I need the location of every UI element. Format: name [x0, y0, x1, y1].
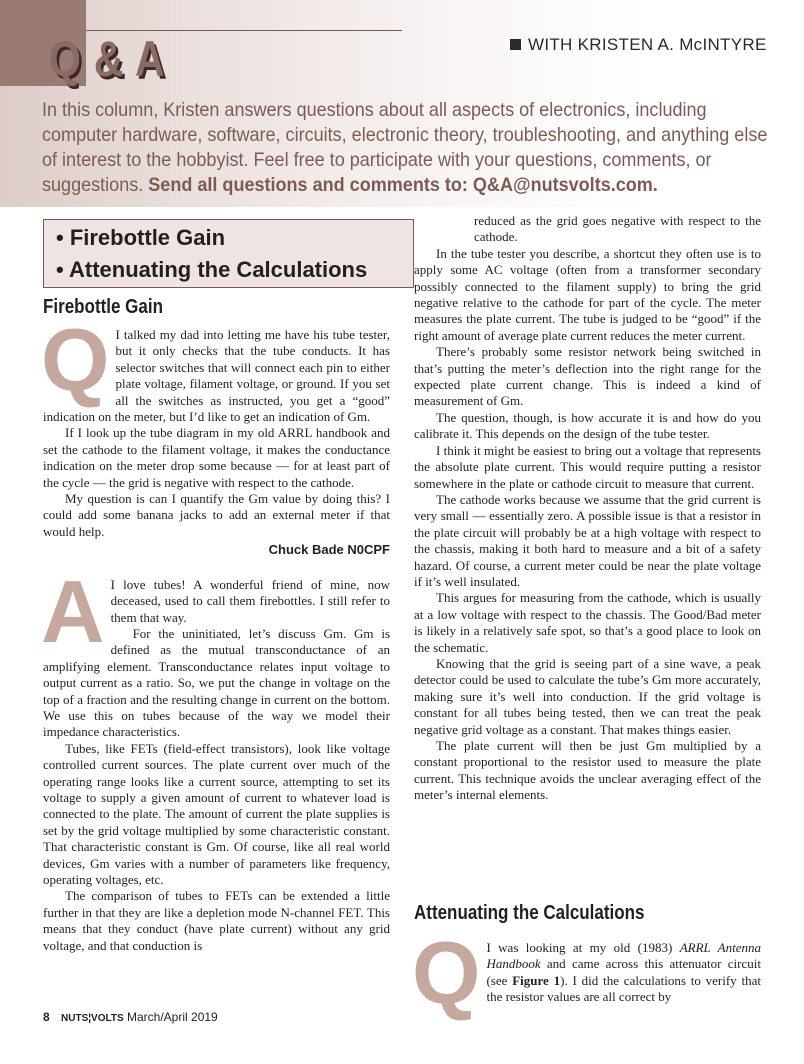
question-paragraph: If I look up the tube diagram in my old ARRL handbook and set the cathode to the filament voltage, it makes the conductance indication on the meter drop some because — for at least part of the cycle — the grid is negative with respect to the cathode. — [43, 425, 390, 490]
question-paragraph: My question is can I quantify the Gm value by doing this? I could add some banana jacks to add an external meter if that would help. — [43, 491, 390, 539]
body-paragraph: The plate current will then be just Gm multiplied by a constant proportional to the resistor used to measure the plate current. This technique avoids the unclear averaging effect of the meter’s internal elements. — [414, 738, 761, 803]
answer-paragraph: For the uninitiated, let’s discuss Gm. Gm is defined as the mutual transconductance of an amplifying element. Transconductance relates input voltage to output current as a ratio. So, we put the change in voltage on the top of a fraction and the resulting change in current on the bottom. We use this on tubes because of the way we model their impedance characteristics. — [43, 625, 390, 740]
signature: Chuck Bade N0CPF — [268, 542, 390, 558]
answer-paragraph: A I love tubes! A wonderful friend of mine, now deceased, used to call them firebottles. I still refer to them that way. — [41, 561, 390, 661]
topics-box — [43, 219, 414, 288]
drop-cap-q: Q — [412, 923, 481, 1022]
answer-paragraph: Tubes, like FETs (field-effect transistors), look like voltage controlled current sources. The plate current over much of the operating range looks like a current source, attempting to set its voltage to supply a given amount of current to whatever load is connected to the plate. The amount of current the plate supplies is set by the grid voltage multiplied by some characteristic constant. That characteristic constant is Gm. Of course, like all real world devices, Gm varies with a number of parameters like frequency, operating voltages, etc. — [43, 740, 390, 887]
contact-email[interactable]: Send all questions and comments to: Q&A@nutsvolts.com. — [148, 174, 658, 196]
body-paragraph: There’s probably some resistor network being switched in that’s putting the meter’s deflection into the right range for the expected plate current change. This is indeed a kind of measurement of Gm. — [414, 344, 761, 409]
book-title: ARRL Antenna Handbook — [486, 940, 761, 972]
drop-cap-a: A — [41, 561, 105, 661]
intro-paragraph: In this column, Kristen answers questions about all aspects of electronics, including computer hardware, software, circuits, electronic theory, troubleshooting, and anything else of interest to the hobbyist. Feel free to participate with your questions, comments, or suggestions. Send all questions and comments to: Q&A@nutsvolts.com. — [42, 99, 768, 196]
body-paragraph: This argues for measuring from the cathode, which is usually at a low voltage with respect to the chassis. The Good/Bad meter is likely in a relatively safe spot, so that’s a good place to look on the schematic. — [414, 590, 761, 655]
page-number: 8 — [43, 1010, 50, 1024]
left-column — [41, 310, 390, 954]
body-paragraph: The cathode works because we assume that the grid current is very small — essentially zero. A possible issue is that a resistor in the plate circuit will probably be at a high voltage with respect to the chassis, making it both hard to measure and a bit of a safety hazard. Of course, a current meter could be near the plate voltage if it’s well insulated. — [414, 491, 761, 589]
byline: WITH KRISTEN A. McINTYRE — [510, 35, 767, 55]
magazine-name: NUTS¦VOLTS — [61, 1013, 124, 1024]
body-paragraph: Knowing that the grid is seeing part of a sine wave, a peak detector could be used to calculate the tube’s Gm more accurately, making sure it’s well into conduction. If the grid voltage is constant for all tubes being tested, then we can treat the peak negative grid voltage as a constant. That makes things easier. — [414, 655, 761, 737]
figure-reference[interactable]: Figure 1 — [512, 972, 561, 988]
column-logo: Q & A — [49, 31, 166, 87]
attenuating-question — [412, 923, 761, 1022]
body-paragraph: In the tube tester you describe, a shortcut they often use is to apply some AC voltage (often from a transformer secondary possibly connected to the filament supply) to bring the grid negative relative to the cathode for part of the cycle. The meter measures the plate current. The tube is judged to be “good” if the right amount of average plate current reduces the meter current. — [414, 245, 761, 343]
drop-cap-q: Q — [41, 310, 110, 409]
toc-item-attenuating: • Attenuating the Calculations — [56, 257, 368, 282]
question-paragraph: Q I was looking at my old (1983) ARRL Antenna Handbook and came across this attenuator circuit (see Figure 1). I did the calculations to verify that the resistor values are all correct by — [412, 923, 761, 1022]
answer-paragraph: The comparison of tubes to FETs can be extended a little further in that they are like a depletion mode N-channel FET. This means that they conduct (have plate current) without any grid voltage, and that conduction is — [43, 888, 390, 953]
toc-item-firebottle: • Firebottle Gain — [56, 225, 226, 250]
question-paragraph: Q I talked my dad into letting me have his tube tester, but it only checks that the tube conducts. It has selector switches that will connect each pin to either plate voltage, filament voltage, or ground. If you set all the switches as instructed, you get a “good” indication on the meter, but I’d like to get an indication of Gm. — [41, 310, 390, 425]
section-heading-firebottle: Firebottle Gain — [43, 296, 163, 318]
square-bullet-icon — [510, 39, 521, 50]
issue-date: March/April 2019 — [127, 1010, 218, 1024]
body-paragraph: I think it might be easiest to bring out a voltage that represents the absolute plate current. This would require putting a resistor somewhere in the plate or cathode circuit to measure that current. — [414, 442, 761, 491]
right-column — [414, 213, 761, 804]
body-paragraph: reduced as the grid goes negative with respect to the cathode. — [474, 213, 761, 245]
page-footer — [43, 1010, 218, 1024]
section-heading-attenuating: Attenuating the Calculations — [414, 902, 645, 924]
body-paragraph: The question, though, is how accurate it is and how do you calibrate it. This depends on the design of the tube tester. — [414, 409, 761, 442]
